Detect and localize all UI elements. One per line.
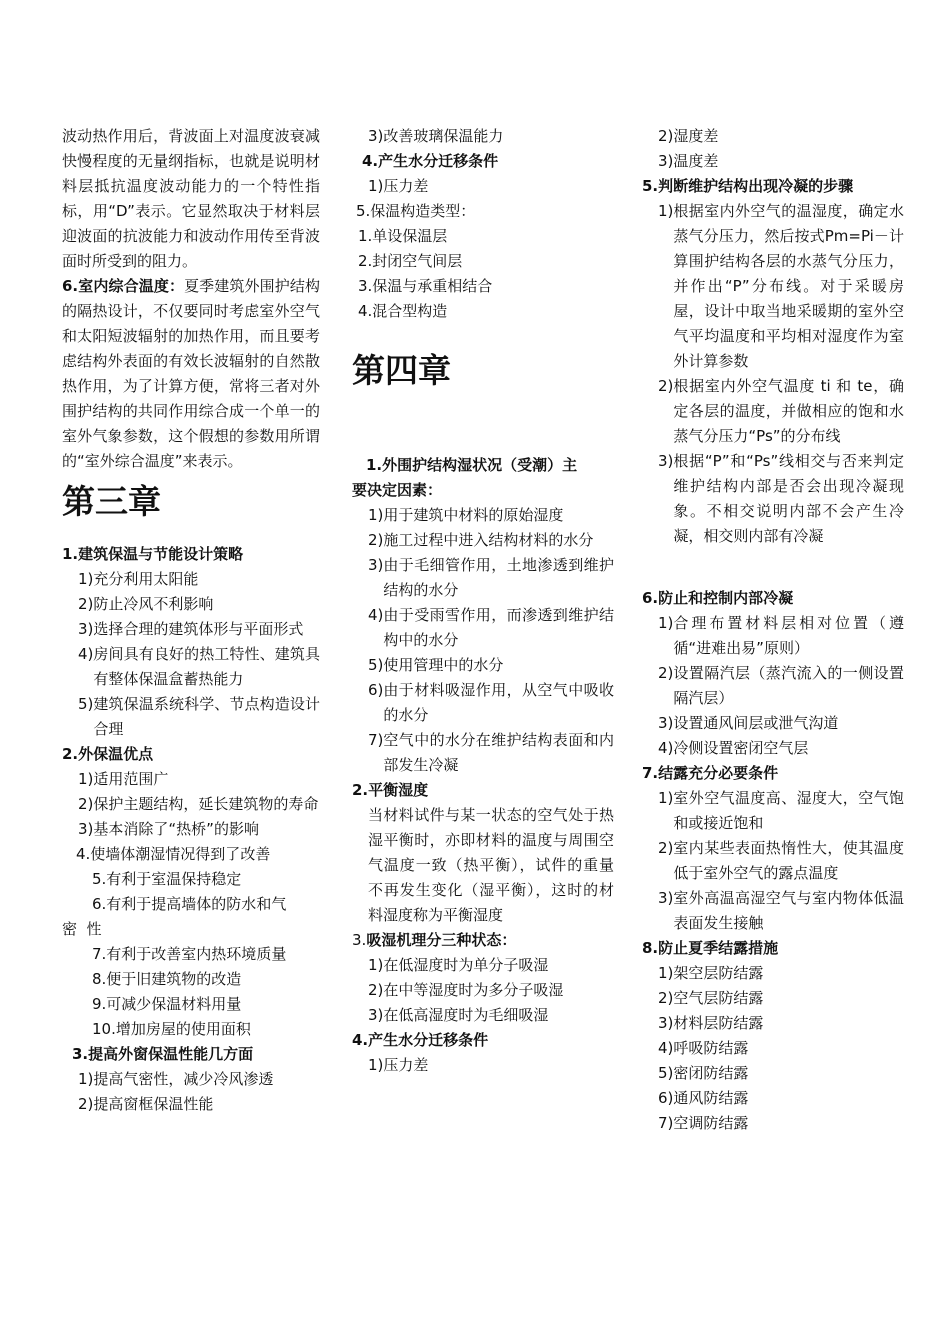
list-item: 4) 呼吸防结露 — [658, 1039, 749, 1057]
list-item: 10.增加房屋的使用面积 — [92, 1020, 251, 1038]
list-item: 2) 施工过程中进入结构材料的水分 — [368, 531, 594, 549]
list-item: 4) 冷侧设置密闭空气层 — [658, 739, 809, 757]
list-item-continuation: 密 性 — [62, 920, 102, 938]
list-item: 2) 设置隔汽层（蒸汽流入的一侧设置隔汽层） — [658, 664, 904, 707]
list-item: 3) 室外高温高湿空气与室内物体低温表面发生接触 — [658, 889, 904, 932]
list-item: 3) 根据“P”和“Ps”线相交与否来判定维护结构内部是否会出现冷凝现象。不相交说明内部不会产生冷凝，相交则内部有冷凝 — [658, 452, 904, 545]
list-item: 2.封闭空气间层 — [358, 252, 463, 270]
list-item: 2) 保护主题结构，延长建筑物的寿命 — [78, 795, 319, 813]
intro-paragraph: 波动热作用后，背波面上对温度波衰减快慢程度的无量纲指标，也就是说明材料层抵抗温度波动能力的一个特性指标，用“D”表示。它显然取决于材料层迎波面的抗波能力和波动作用传至背波面时所受到的阻力。 — [62, 127, 320, 270]
list-item: 4) 房间具有良好的热工特性、建筑具有整体保温盒蓄热能力 — [78, 645, 320, 688]
list-item: 3) 在低高湿度时为毛细吸湿 — [368, 1006, 549, 1024]
section-6-body: 夏季建筑外围护结构的隔热设计，不仅要同时考虑室外空气和太阳短波辐射的加热作用，而且要考虑结构外表面的有效长波辐射的自然散热作用，为了计算方便，常将三者对外围护结构的共同作用综合成一个单一的室外气象参数，这个假想的参数用所谓的“室外综合温度”来表示。 — [62, 277, 320, 470]
list-item: 5) 使用管理中的水分 — [368, 656, 504, 674]
list-item: 1) 在低湿度时为单分子吸湿 — [368, 956, 549, 974]
heading-prevent-internal-condensation: 6.防止和控制内部冷凝 — [642, 589, 794, 607]
heading-summer-dew-measures: 8.防止夏季结露措施 — [642, 939, 779, 957]
list-item: 1) 充分利用太阳能 — [78, 570, 199, 588]
heading-migration: 4.产生水分迁移条件 — [352, 1031, 489, 1049]
list-item: 6.有利于提高墙体的防水和气 — [92, 895, 287, 913]
list-item: 7.有利于改善室内热环境质量 — [92, 945, 287, 963]
section-6-paragraph — [62, 274, 320, 474]
list-item: 5) 密闭防结露 — [658, 1064, 749, 1082]
list-item: 1) 压力差 — [368, 1056, 429, 1074]
list-item: 8.便于旧建筑物的改造 — [92, 970, 242, 988]
list-item: 3.保温与承重相结合 — [358, 277, 493, 295]
heading-equilibrium: 2.平衡湿度 — [352, 781, 429, 799]
list-item: 3) 基本消除了“热桥”的影响 — [78, 820, 259, 838]
list-item: 5) 建筑保温系统科学、节点构造设计合理 — [78, 695, 320, 738]
list-item: 1) 压力差 — [368, 177, 429, 195]
list-item: 1) 根据室内外空气的温湿度，确定水蒸气分压力，然后按式Pm=Pi－计算围护结构各层的水蒸气分压力，并作出“P”分布线。对于采暖房屋，设计中取当地采暖期的室外空气平均温度和平均相对湿度作为室外计算参数 — [658, 202, 904, 370]
heading-dew-conditions: 7.结露充分必要条件 — [642, 764, 779, 782]
list-item: 2) 提高窗框保温性能 — [78, 1095, 214, 1113]
heading-insulation-types: 5.保温构造类型： — [356, 202, 476, 220]
list-item: 3) 由于毛细管作用，土地渗透到维护结构的水分 — [368, 556, 614, 599]
list-item: 2) 在中等湿度时为多分子吸湿 — [368, 981, 564, 999]
list-item: 1) 合理布置材料层相对位置（遵循“进难出易”原则） — [658, 614, 904, 657]
heading-condensation-steps: 5.判断维护结构出现冷凝的步骤 — [642, 177, 854, 195]
list-item: 7) 空调防结露 — [658, 1114, 749, 1132]
list-item: 3) 选择合理的建筑体形与平面形式 — [78, 620, 304, 638]
section-6-heading: 6.室内综合温度： — [62, 277, 185, 295]
list-item: 1) 用于建筑中材料的原始湿度 — [368, 506, 564, 524]
heading-external-insulation: 2.外保温优点 — [62, 745, 154, 763]
list-item: 2) 空气层防结露 — [658, 989, 764, 1007]
heading-moisture-factors: 1.外围护结构湿状况（受潮）主 — [366, 456, 578, 474]
heading-solar-house: 4.产生水分迁移条件 — [362, 152, 499, 170]
column-2 — [352, 124, 614, 1078]
list-item: 1) 室外空气温度高、湿度大，空气饱和或接近饱和 — [658, 789, 904, 832]
list-item: 2) 防止冷风不利影响 — [78, 595, 214, 613]
list-item: 1) 提高气密性，减少冷风渗透 — [78, 1070, 274, 1088]
list-item: 3) 改善玻璃保温能力 — [368, 127, 504, 145]
list-item: 2) 室内某些表面热惰性大，使其温度低于室外空气的露点温度 — [658, 839, 904, 882]
column-1 — [62, 124, 320, 1117]
heading-moisture-factors-cont: 要决定因素： — [352, 481, 443, 499]
chapter-4-title: 第四章 — [352, 351, 451, 390]
list-item: 1.单设保温层 — [358, 227, 448, 245]
column-3 — [642, 124, 904, 1136]
list-item: 1) 架空层防结露 — [658, 964, 764, 982]
list-item: 2) 根据室内外空气温度 ti 和 te，确定各层的温度，并做相应的饱和水蒸气分压力“Ps”的分布线 — [658, 377, 904, 445]
list-item: 5.有利于室温保持稳定 — [92, 870, 242, 888]
list-item: 2) 湿度差 — [658, 127, 719, 145]
list-item: 6) 由于材料吸湿作用，从空气中吸收的水分 — [368, 681, 614, 724]
list-item: 7) 空气中的水分在维护结构表面和内部发生冷凝 — [368, 731, 614, 774]
equilibrium-paragraph: 当材料试件与某一状态的空气处于热湿平衡时，亦即材料的温度与周围空气温度一致（热平衡），试件的重量不再发生变化（湿平衡），这时的材料湿度称为平衡湿度 — [368, 806, 614, 924]
list-item: 9.可减少保温材料用量 — [92, 995, 242, 1013]
chapter-3-title: 第三章 — [62, 482, 161, 521]
list-item: 1) 适用范围广 — [78, 770, 169, 788]
heading-window: 3.提高外窗保温性能几方面 — [72, 1045, 254, 1063]
heading-strategy: 1.建筑保温与节能设计策略 — [62, 545, 244, 563]
list-item: 4) 由于受雨雪作用，而渗透到维护结构中的水分 — [368, 606, 614, 649]
heading-absorption: 3.吸湿机理分三种状态： — [352, 931, 517, 949]
list-item: 3) 材料层防结露 — [658, 1014, 764, 1032]
list-item: 6) 通风防结露 — [658, 1089, 749, 1107]
list-item: 3) 设置通风间层或泄气沟道 — [658, 714, 839, 732]
list-item: 4.使墙体潮湿情况得到了改善 — [76, 845, 271, 863]
list-item: 4.混合型构造 — [358, 302, 448, 320]
list-item: 3) 温度差 — [658, 152, 719, 170]
